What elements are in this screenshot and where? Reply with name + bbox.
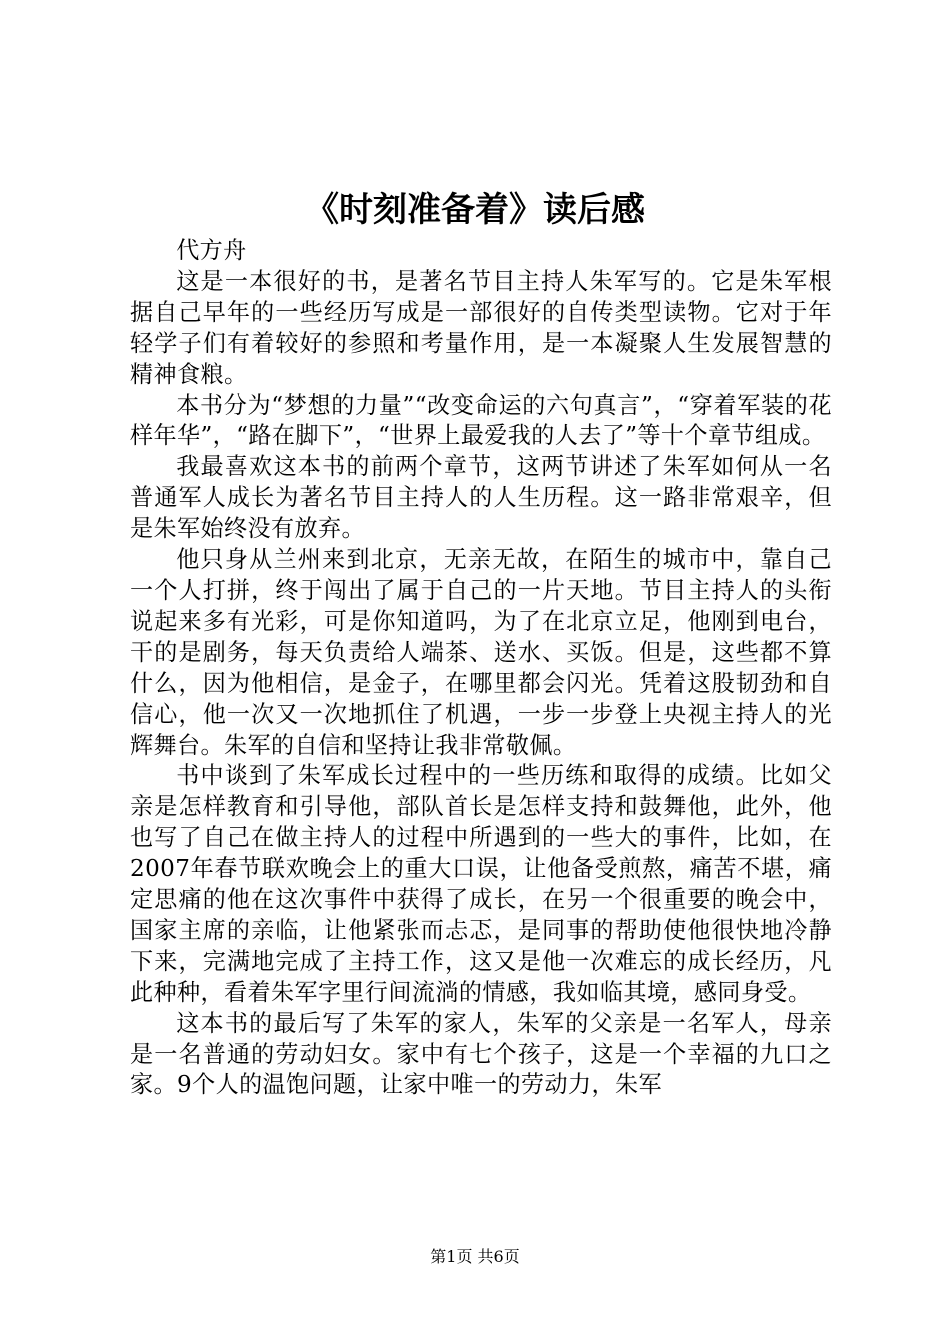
paragraph: 我最喜欢这本书的前两个章节，这两节讲述了朱军如何从一名普通军人成长为著名节目主持人的人生历程。这一路非常艰辛，但是朱军始终没有放弃。 <box>130 454 832 543</box>
paragraph: 他只身从兰州来到北京，无亲无故，在陌生的城市中，靠自己一个人打拼，终于闯出了属于自己的一片天地。节目主持人的头衔说起来多有光彩，可是你知道吗，为了在北京立足，他刚到电台，干的是剧务，每天负责给人端茶、送水、买饭。但是，这些都不算什么，因为他相信，是金子，在哪里都会闪光。凭着这股韧劲和自信心，他一次又一次地抓住了机遇，一步一步登上央视主持人的光辉舞台。朱军的自信和坚持让我非常敬佩。 <box>130 547 832 759</box>
paragraph: 本书分为“梦想的力量”“改变命运的六句真言”，“穿着军装的花样年华”，“路在脚下”，“世界上最爱我的人去了”等十个章节组成。 <box>130 392 832 450</box>
paragraph: 书中谈到了朱军成长过程中的一些历练和取得的成绩。比如父亲是怎样教育和引导他，部队首长是怎样支持和鼓舞他，此外，他也写了自己在做主持人的过程中所遇到的一些大的事件，比如，在2007年春节联欢晚会上的重大口误，让他备受煎熬，痛苦不堪，痛定思痛的他在这次事件中获得了成长，在另一个很重要的晚会中，国家主席的亲临，让他紧张而忐忑，是同事的帮助使他很快地冷静下来，完满地完成了主持工作，这又是他一次难忘的成长经历，凡此种种，看着朱军字里行间流淌的情感，我如临其境，感同身受。 <box>130 763 832 1006</box>
document-title: 《时刻准备着》读后感 <box>305 190 645 230</box>
paragraph: 这本书的最后写了朱军的家人，朱军的父亲是一名军人，母亲是一名普通的劳动妇女。家中有七个孩子，这是一个幸福的九口之家。9个人的温饱问题，让家中唯一的劳动力，朱军 <box>130 1010 832 1099</box>
author-line: 代方舟 <box>176 238 247 264</box>
page-number-footer: 第1页 共6页 <box>430 1247 520 1266</box>
paragraph: 这是一本很好的书，是著名节目主持人朱军写的。它是朱军根据自己早年的一些经历写成是一部很好的自传类型读物。它对于年轻学子们有着较好的参照和考量作用，是一本凝聚人生发展智慧的精神食粮。 <box>130 268 832 388</box>
document-body <box>130 236 832 1101</box>
